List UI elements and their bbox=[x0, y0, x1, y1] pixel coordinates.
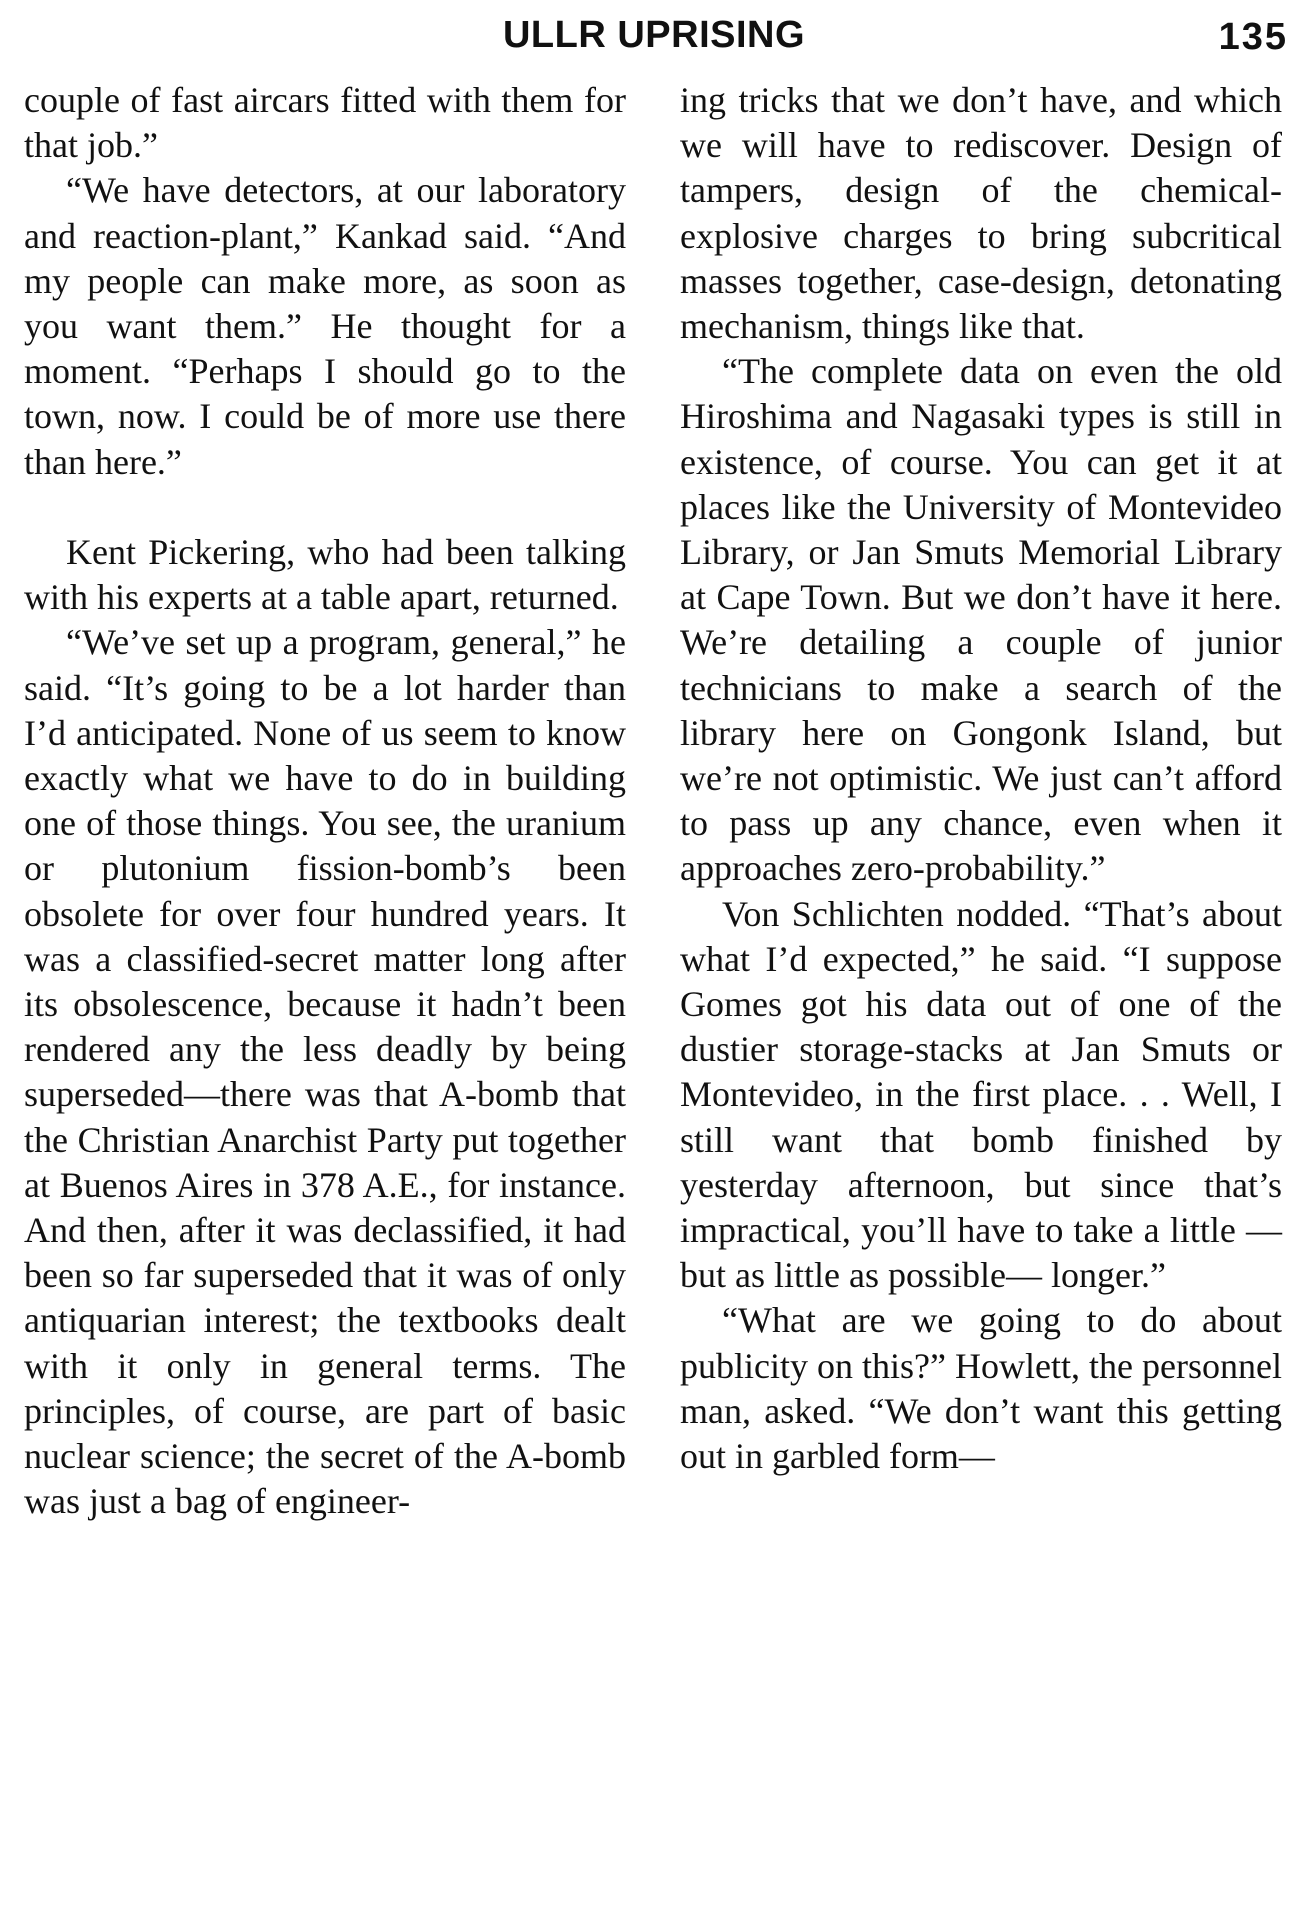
paragraph: “We have detectors, at our laboratory and reaction-plant,” Kankad said. “And my people can make more, as soon as you want them.” He thought for a moment. “Perhaps I should go to the town, now. I could be of more use there than here.” bbox=[24, 170, 626, 482]
paragraph: “We’ve set up a program, general,” he said. “It’s going to be a lot harder than I’d anticipated. None of us seem to know exactly what we have to do in building one of those things. You see, the uranium or plutonium fission-bomb’s been obsolete for over four hundred years. It was a classified-secret matter long after its obsolescence, because it hadn’t been rendered any the less deadly by being superseded—there was that A-bomb that the Christian Anarchist Party put together at Buenos Aires in 378 A.E., for instance. And then, after it was declassified, it had been so far superseded that it was of only antiquarian interest; the textbooks dealt with it only in general terms. The principles, of course, are part of basic nuclear science; the secret of the A-bomb was just a bag of engineer- bbox=[24, 622, 626, 1522]
paragraph: couple of fast aircars fitted with them for that job.” bbox=[24, 80, 626, 166]
paragraph: “The complete data on even the old Hiroshima and Nagasaki types is still in existence, of course. You can get it at places like the University of Montevideo Library, or Jan Smuts Memorial Library at Cape Town. But we don’t have it here. We’re detailing a couple of junior technicians to make a search of the library here on Gongonk Island, but we’re not optimistic. We just can’t afford to pass up any chance, even when it approaches zero-probability.” bbox=[680, 351, 1282, 889]
paragraph: Kent Pickering, who had been talking with his experts at a table apart, returned. bbox=[24, 532, 626, 618]
page-number: 135 bbox=[1218, 16, 1288, 58]
right-text-column bbox=[680, 78, 1282, 1479]
left-text-column bbox=[24, 78, 626, 1524]
paragraph: ing tricks that we don’t have, and which we will have to rediscover. Design of tampers, design of the chemical-explosive charges to bring subcritical masses together, case-design, detonating mechanism, things like that. bbox=[680, 80, 1282, 347]
running-title: ULLR UPRISING bbox=[502, 14, 806, 56]
paragraph: Von Schlichten nodded. “That’s about what I’d expected,” he said. “I suppose Gomes got his data out of one of the dustier storage-stacks at Jan Smuts or Montevideo, in the first place. . . Well, I still want that bomb finished by yesterday afternoon, but since that’s impractical, you’ll have to take a little —but as little as possible— longer.” bbox=[680, 893, 1282, 1296]
page-header bbox=[0, 10, 1308, 62]
paragraph: “What are we going to do about publicity on this?” Howlett, the personnel man, asked. “We don’t want this getting out in garbled form— bbox=[680, 1300, 1282, 1477]
